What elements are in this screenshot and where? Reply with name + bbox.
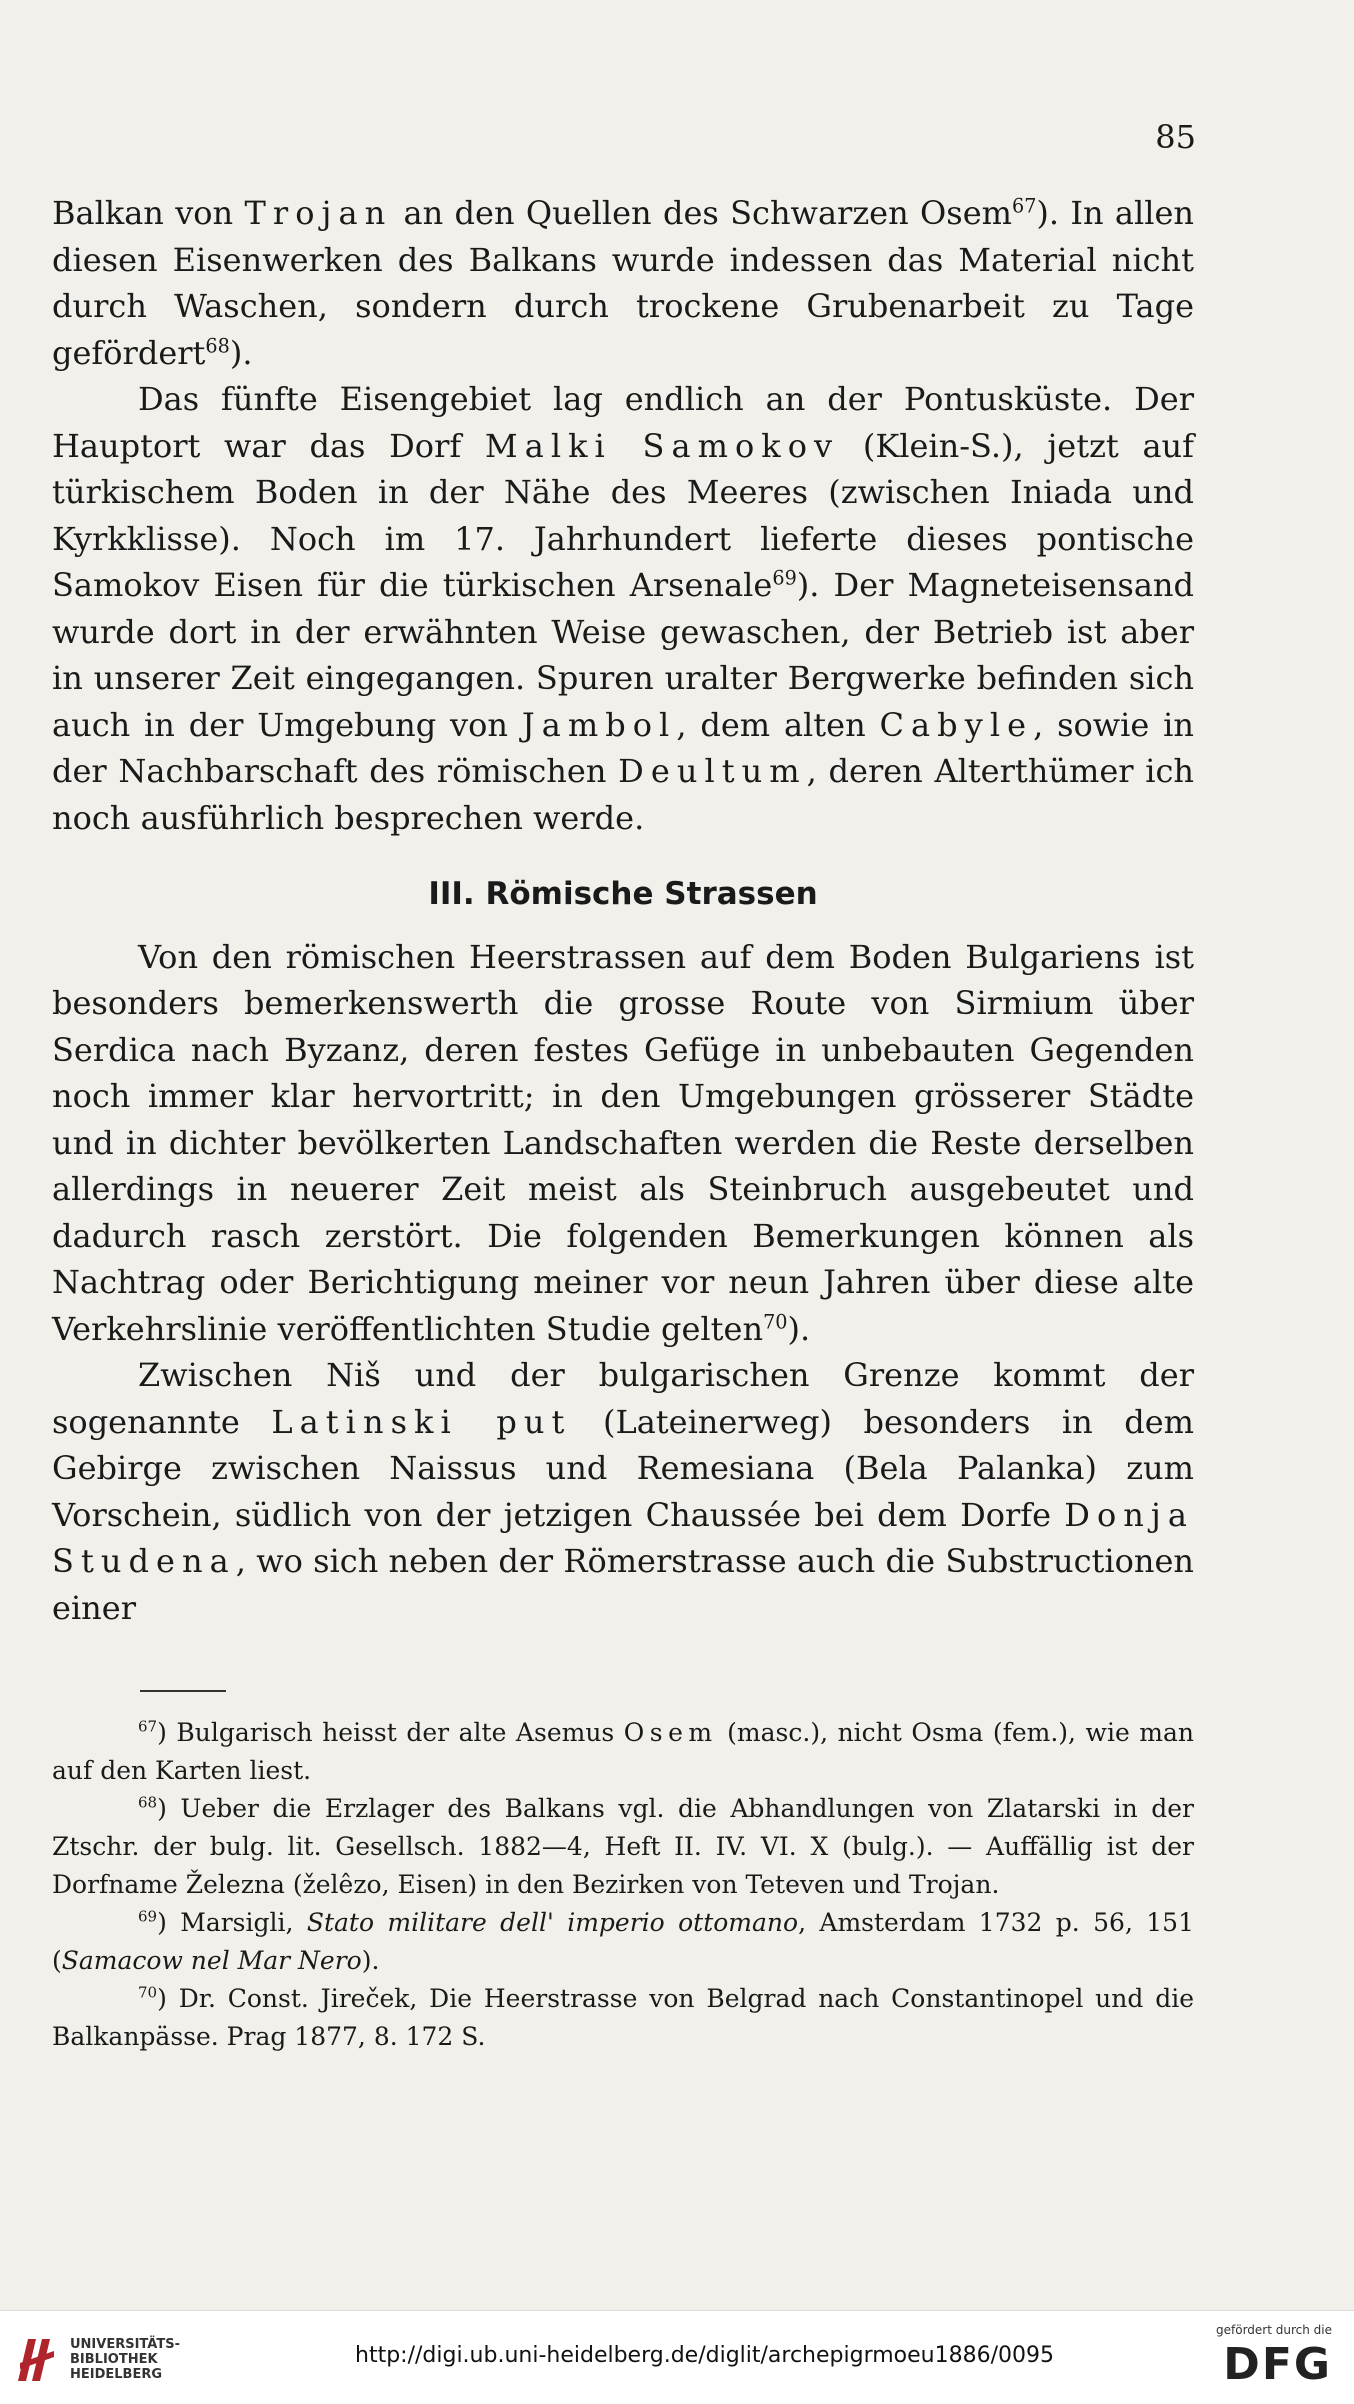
text-run: , dem alten xyxy=(676,705,880,744)
text-run: ) Bulgarisch heisst der alte Asemus xyxy=(157,1718,624,1747)
section-heading: III. Römische Strassen xyxy=(428,876,818,912)
text-run: , wo sich neben der Römerstrasse auch die Substructionen einer xyxy=(52,1542,1194,1627)
logo-line-1: UNIVERSITÄTS- xyxy=(70,2336,180,2352)
main-text xyxy=(52,190,1194,1631)
spaced-name-latinski-put: Latinski put xyxy=(271,1402,572,1441)
paragraph-1 xyxy=(52,190,1194,376)
text-run: , deren Alterthümer ich noch ausführlich besprechen werde. xyxy=(52,752,1195,837)
text-run: ). xyxy=(361,1946,380,1975)
spaced-name-osem: Osem xyxy=(623,1718,718,1747)
text-run: Zwischen Niš und der bulgarischen Grenze kommt der sogenannte xyxy=(52,1356,1194,1441)
footnote-ref-67: 67 xyxy=(1011,194,1037,218)
viewer-footer xyxy=(0,2310,1354,2404)
footnote-69 xyxy=(52,1904,1194,1980)
footnote-68 xyxy=(52,1790,1194,1904)
spaced-name-cabyle: Cabyle xyxy=(879,705,1034,744)
italic-title: Stato militare dell' imperio ottomano xyxy=(306,1908,799,1937)
dfg-logo-icon[interactable] xyxy=(1182,2323,1332,2389)
paragraph-4 xyxy=(52,1352,1194,1631)
logo-line-2: BIBLIOTHEK xyxy=(70,2351,158,2367)
spaced-name-deultum: Deultum xyxy=(618,752,807,790)
footnote-70 xyxy=(52,1980,1194,2056)
paragraph-2 xyxy=(52,376,1194,841)
page-number: 85 xyxy=(1155,118,1196,156)
footnote-number: 69 xyxy=(138,1907,158,1926)
logo-text xyxy=(70,2337,180,2382)
text-run: (Lateinerweg) besonders in dem Gebirge zwischen Naissus und Remesiana (Bela Palanka) zum Vorschein, südlich von der jetzigen Chaussée bei dem Dorfe xyxy=(52,1402,1195,1534)
text-run: ). Der Magneteisensand wurde dort in der erwähnten Weise gewaschen, der Betrieb ist aber in unserer Zeit eingegangen. Spuren uralter Bergwerke befinden sich auch in der Umgebung von xyxy=(52,566,1195,744)
spaced-name-donja-studena: Donja Studena xyxy=(52,1495,1194,1580)
text-run: an den Quellen des Schwarzen Osem xyxy=(392,194,1012,232)
text-run: , sowie in der Nachbarschaft des römischen xyxy=(52,705,1195,790)
text-run: Von den römischen Heerstrassen auf dem Boden Bulgariens ist besonders bemerkenswerth die grosse Route von Sirmium über Serdica nach Byzanz, deren festes Gefüge in unbebauten Gegenden noch immer klar hervortritt; in den Umgebungen grösserer Städte und in dichter bevölkerten Landschaften werden die Reste derselben allerdings in neuerer Zeit meist als Steinbruch ausgebeutet und dadurch rasch zerstört. Die folgenden Bemerkungen können als Nachtrag oder Berichtigung meiner vor neun Jahren über diese alte Verkehrslinie veröffentlichten Studie gelten xyxy=(52,937,1194,1348)
text-run: ). In allen diesen Eisenwerken des Balkans wurde indessen das Material nicht durch Waschen, sondern durch trockene Grubenarbeit zu Tage gefördert xyxy=(52,194,1195,372)
spaced-name-malki-samokov: Malki Samokov xyxy=(484,426,840,465)
text-run: (Klein-S.), jetzt auf türkischem Boden in der Nähe des Meeres (zwischen Iniada und Kyrkklisse). Noch im 17. Jahrhundert lieferte dieses pontische Samokov Eisen für die türkischen Arsenale xyxy=(52,426,1194,604)
footnote-ref-70: 70 xyxy=(763,1309,788,1333)
footnote-ref-69: 69 xyxy=(772,566,797,590)
text-run: , Amsterdam 1732 p. 56, 151 ( xyxy=(52,1908,1194,1975)
text-run: ). xyxy=(787,1309,811,1348)
footnote-number: 70 xyxy=(138,1983,158,2002)
text-run: ) Marsigli, xyxy=(157,1908,307,1937)
university-library-logo[interactable] xyxy=(14,2333,180,2385)
sponsor-caption: gefördert durch die xyxy=(1216,2323,1332,2337)
text-run: ) Ueber die Erzlager des Balkans vgl. die Abhandlungen von Zlatarski in der Ztschr. der bulg. lit. Gesellsch. 1882—4, Heft II. IV. VI. X (bulg.). — Auffällig ist der Dorfname Železna (želêzo, Eisen) in den Bezirken von Teteven und Trojan. xyxy=(52,1794,1194,1899)
spaced-name-trojan: Trojan xyxy=(244,194,393,232)
text-run: Balkan von xyxy=(52,194,245,232)
footnote-ref-68: 68 xyxy=(205,333,230,357)
footnote-number: 68 xyxy=(138,1793,158,1812)
footnotes xyxy=(52,1714,1194,2056)
text-run: ) Dr. Const. Jireček, Die Heerstrasse von Belgrad nach Constantinopel und die Balkanpässe. Prag 1877, 8. 172 S. xyxy=(52,1984,1194,2051)
text-run: ). xyxy=(229,333,253,372)
logo-line-3: HEIDELBERG xyxy=(70,2366,163,2382)
sponsor-name: DFG xyxy=(1223,2339,1332,2390)
permalink-url[interactable]: http://digi.ub.uni-heidelberg.de/diglit/archepigrmoeu1886/0095 xyxy=(355,2343,1054,2368)
text-run: (masc.), nicht Osma (fem.), wie man auf den Karten liest. xyxy=(52,1718,1194,1785)
paragraph-3 xyxy=(52,934,1194,1353)
spaced-name-jambol: Jambol xyxy=(521,705,677,744)
heidelberg-library-logo-icon xyxy=(14,2333,60,2385)
footnote-divider xyxy=(140,1690,226,1692)
italic-title: Samacow nel Mar Nero xyxy=(61,1946,362,1975)
footnote-67 xyxy=(52,1714,1194,1790)
text-run: Das fünfte Eisengebiet lag endlich an der Pontusküste. Der Hauptort war das Dorf xyxy=(52,380,1194,465)
footnote-number: 67 xyxy=(138,1717,158,1736)
